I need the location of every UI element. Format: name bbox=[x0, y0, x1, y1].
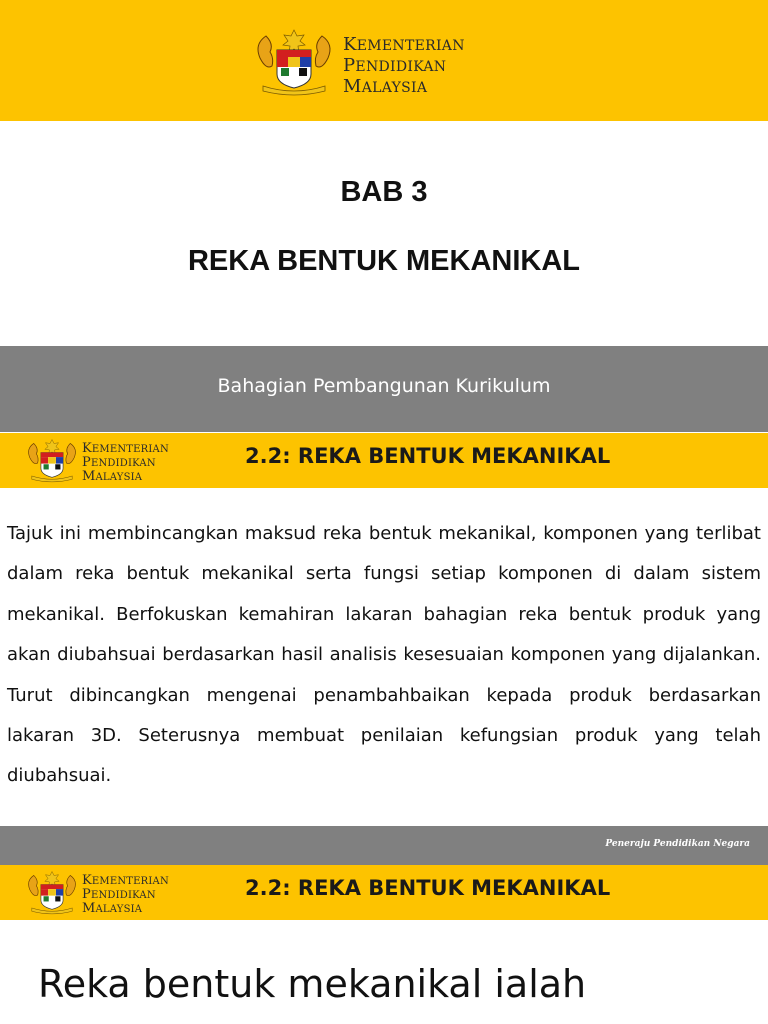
malaysia-coat-of-arms-icon bbox=[24, 438, 80, 484]
ministry-logo bbox=[24, 438, 174, 484]
section-description: Tajuk ini membincangkan maksud reka bentuk mekanikal, komponen yang terlibat dalam reka bentuk mekanikal serta fungsi setiap komponen di dalam sistem mekanikal. Berfokuskan kemahiran lakaran bahagian reka bentuk produk yang akan diubahsuai berdasarkan hasil analisis kesesuaian komponen yang dijalankan. Turut dibincangkan mengenai penambahbaikan kepada produk berdasarkan lakaran 3D. Seterusnya membuat penilaian kefungsian produk yang telah diubahsuai. bbox=[7, 523, 761, 787]
ministry-wordmark: KEMENTERIAN PENDIDIKAN MALAYSIA bbox=[82, 441, 169, 484]
slide-title: REKA BENTUK MEKANIKAL bbox=[187, 245, 581, 277]
slide2-header-band bbox=[0, 433, 768, 488]
ministry-logo bbox=[24, 870, 174, 916]
chapter-label: BAB 3 bbox=[340, 176, 428, 208]
slide2-footer-band bbox=[0, 826, 768, 865]
malaysia-coat-of-arms-icon bbox=[24, 870, 80, 916]
slide3-header-band bbox=[0, 865, 768, 920]
slide1-header-band bbox=[0, 0, 768, 121]
slide3-body-text: Reka bentuk mekanikal ialah bbox=[38, 962, 587, 1006]
department-label: Bahagian Pembangunan Kurikulum bbox=[217, 375, 551, 397]
section-title: 2.2: REKA BENTUK MEKANIKAL bbox=[245, 876, 611, 900]
footer-tagline: Peneraju Pendidikan Negara bbox=[605, 839, 750, 849]
ministry-logo bbox=[251, 28, 491, 98]
ministry-wordmark: KEMENTERIAN PENDIDIKAN MALAYSIA bbox=[343, 34, 465, 97]
malaysia-coat-of-arms-icon bbox=[251, 28, 337, 98]
section-title: 2.2: REKA BENTUK MEKANIKAL bbox=[245, 444, 611, 468]
ministry-wordmark: KEMENTERIAN PENDIDIKAN MALAYSIA bbox=[82, 873, 169, 916]
department-band bbox=[0, 346, 768, 432]
